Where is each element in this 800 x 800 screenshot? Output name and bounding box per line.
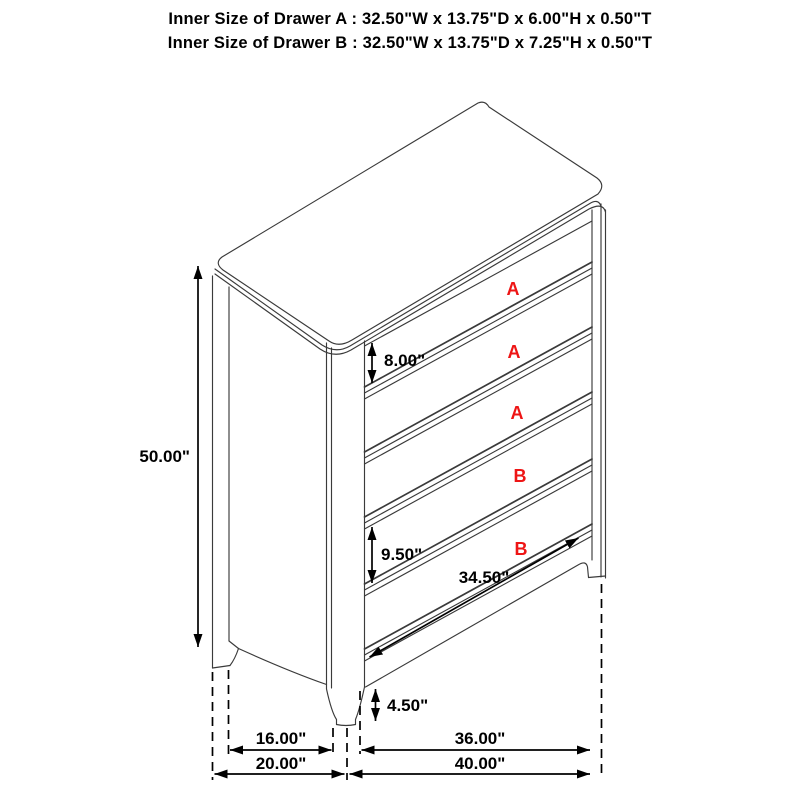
- drawer-label-b1: B: [513, 466, 527, 486]
- dim-drawer-b-label: 9.50": [381, 545, 423, 564]
- dim-drawer-a-label: 8.00": [384, 351, 426, 370]
- drawer-label-a2: A: [507, 342, 521, 362]
- drawer-label-a1: A: [506, 279, 520, 299]
- chest-line-drawing: [213, 102, 606, 725]
- chest-front-left-post: [327, 341, 365, 726]
- dim-overall-depth-label: 20.00": [255, 754, 307, 773]
- dim-leg-height-label: 4.50": [387, 696, 429, 715]
- dim-overall-width-label: 40.00": [454, 754, 506, 773]
- chest-tabletop: [215, 102, 606, 354]
- dim-depth-between-legs-label: 16.00": [255, 729, 307, 748]
- drawer-b-inner-size-text: Inner Size of Drawer B : 32.50"W x 13.75"D x 7.25"H x 0.50"T: [167, 34, 653, 52]
- chest-side-panel: [213, 276, 327, 685]
- dim-drawer-width-label: 34.50": [458, 568, 510, 587]
- drawer-label-b2: B: [514, 539, 528, 559]
- dim-overall-height-label: 50.00": [139, 447, 190, 466]
- drawer-letter-labels: [507, 279, 528, 559]
- chest-right-post: [589, 204, 606, 578]
- dim-width-between-legs-label: 36.00": [454, 729, 506, 748]
- drawer-a-inner-size-text: Inner Size of Drawer A : 32.50"W x 13.75"D x 6.00"H x 0.50"T: [168, 10, 652, 28]
- drawer-label-a3: A: [510, 403, 524, 423]
